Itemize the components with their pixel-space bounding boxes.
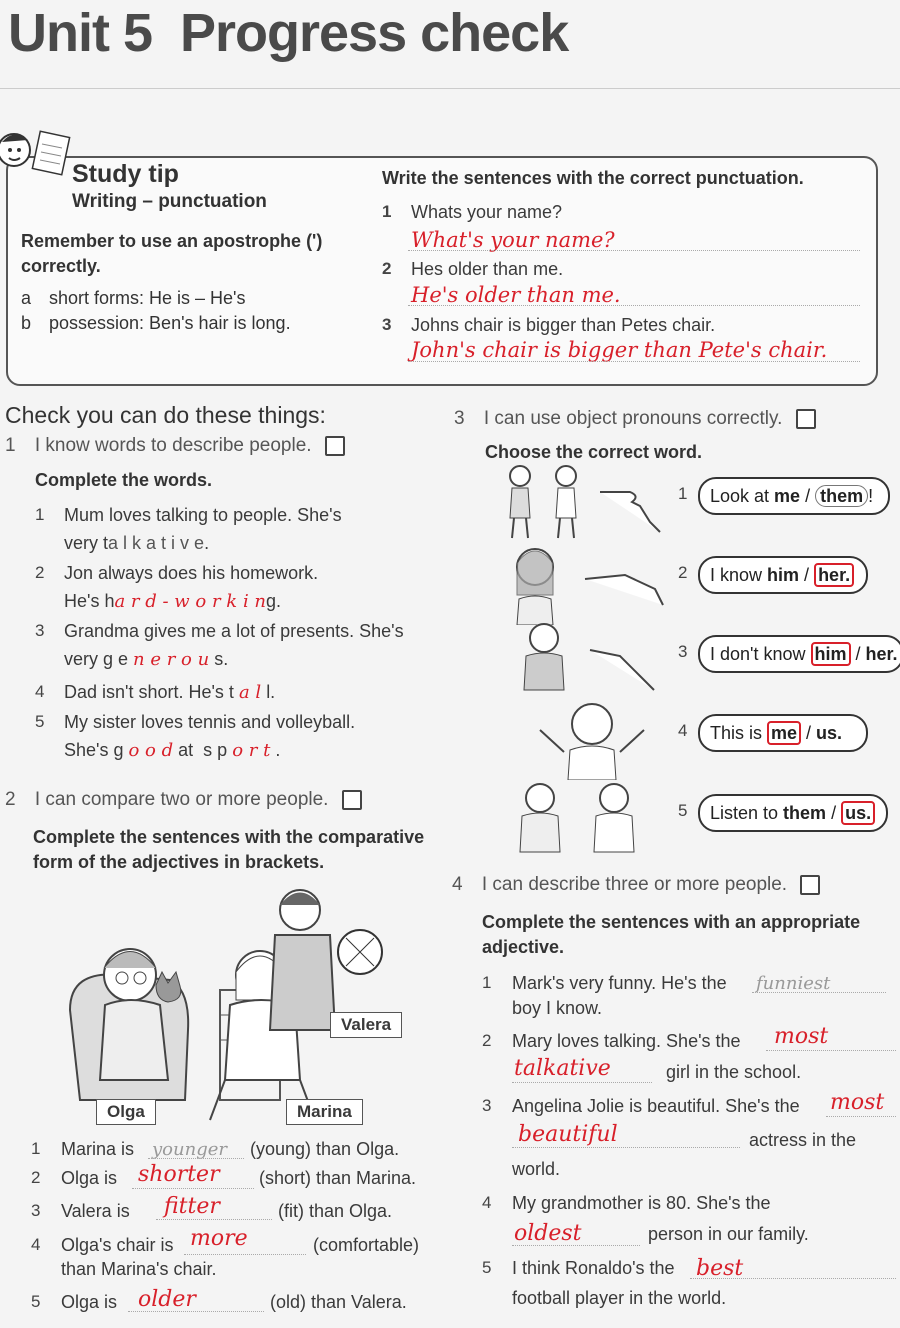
item-number: 5 [482,1258,492,1277]
s4-item-5-answer: best [696,1256,744,1281]
s4-item-3-answer: most [830,1090,885,1115]
study-tip-point-a [21,288,246,309]
word-end: . [275,740,281,760]
s4-item-5-line2: football player in the world. [512,1288,727,1308]
s4-item-1-answer: funniest [756,973,831,994]
mascot-icon [0,124,72,188]
section-1-instruction: Complete the words. [35,470,213,490]
section-4-header [452,874,820,896]
s1-item-5-line1: My sister loves tennis and volleyball. [64,712,356,732]
section-number: 2 [5,789,16,810]
s2-item-4-line2: than Marina's chair. [61,1259,217,1279]
section-title: I can use object pronouns correctly. [483,408,783,429]
section-number: 1 [5,435,16,456]
speech-bubble-5 [698,794,888,832]
s4-item-1-line2: boy I know. [512,998,603,1018]
bubble-text: Listen to [710,803,784,823]
option-a[interactable]: me [774,486,801,506]
word-mid: at s p [173,740,228,760]
item-number: 3 [382,315,392,334]
s4-item-4-pre: My grandmother is 80. She's the [512,1193,771,1213]
s2-item-1-pre: Marina is [61,1139,135,1159]
point-text: possession: Ben's hair is long. [49,313,291,333]
punct-prompt-2: Hes older than me. [411,259,564,279]
section-3-header [454,408,816,430]
section-title: I can describe three or more people. [481,874,788,895]
s4-item-5-pre: I think Ronaldo's the [512,1258,675,1278]
pronoun-illustration-4 [520,700,660,780]
answer-line [690,1278,896,1279]
answer-line [132,1188,254,1189]
answer-line [148,1158,244,1159]
item-number: 5 [678,801,688,820]
item-number: 1 [678,484,688,503]
answer-line [512,1245,640,1246]
option-sep: / [826,803,842,823]
word-fill-2: o r t [232,740,271,761]
word-fill: a l k a t i v e [108,533,205,553]
word-end: s. [214,649,229,669]
punct-answer-1: What's your name? [411,228,615,252]
answer-line [156,1219,272,1220]
pronoun-illustration-1 [500,462,670,542]
answer-line [826,1116,896,1117]
answer-line [512,1082,652,1083]
section-2-instruction: Complete the sentences with the comparative form of the adjectives in brackets. [33,827,425,872]
item-number: 4 [31,1235,41,1254]
answer-line [512,1147,740,1148]
s1-item-3-line1: Grandma gives me a lot of presents. She's [64,621,404,641]
answer-line [408,361,860,362]
pronoun-illustration-5 [510,780,660,860]
item-number: 5 [31,1292,41,1311]
s2-item-4-answer: more [190,1226,248,1251]
bubble-text: Look at [710,486,775,506]
section-3-instruction: Choose the correct word. [485,442,703,462]
s2-item-3-post: (fit) than Olga. [278,1201,393,1221]
s4-item-2-answer: most [774,1024,829,1049]
answer-line [408,305,860,306]
s1-item-2-line2 [64,591,281,612]
section-title: I know words to describe people. [34,435,312,456]
section-4-checkbox[interactable] [800,875,820,895]
word-end: . [204,533,210,553]
label-valera: Valera [330,1012,402,1038]
s2-item-4-pre: Olga's chair is [61,1235,174,1255]
option-a[interactable]: him [767,565,800,585]
s4-item-2-pre: Mary loves talking. She's the [512,1031,741,1051]
punctuation-instruction: Write the sentences with the correct punctuation. [382,168,804,188]
s2-item-3-answer: fitter [164,1194,220,1219]
item-number: 1 [35,505,45,524]
section-1-header [5,435,345,457]
section-1-checkbox[interactable] [325,436,345,456]
s2-item-1-post: (young) than Olga. [250,1139,400,1159]
option-sep: / [801,723,817,743]
word-start: very t [64,533,109,553]
word-fill: a l [238,682,262,703]
option-b[interactable]: us. [816,723,843,743]
item-number: 1 [382,202,392,221]
speech-bubble-3 [698,635,900,673]
word-fill: o o d [128,740,174,761]
answer-line [128,1311,264,1312]
item-number: 4 [678,721,688,740]
s1-item-3-line2 [64,649,228,670]
item-number: 2 [678,563,688,582]
option-sep: / [799,565,815,585]
item-number: 1 [482,973,492,992]
option-sep: / [800,486,816,506]
label-marina: Marina [286,1099,363,1125]
option-b-selected[interactable]: her. [814,563,854,587]
s4-item-2-line2: girl in the school. [666,1062,802,1082]
s4-item-3-line3: world. [512,1159,561,1179]
item-number: 4 [482,1193,492,1212]
item-number: 5 [35,712,45,731]
s1-item-1-line1: Mum loves talking to people. She's [64,505,342,525]
pronoun-illustration-2 [505,545,665,625]
item-number: 2 [482,1031,492,1050]
s2-item-5-answer: older [138,1287,196,1312]
item-number: 2 [382,259,392,278]
word-start: He's h [64,591,115,611]
section-2-checkbox[interactable] [342,790,362,810]
word-fill: n e r o u [133,649,210,670]
s2-item-3-pre: Valera is [61,1201,130,1221]
answer-line [766,1050,896,1051]
page-title: Unit 5 Progress check [8,3,569,63]
word-start: very g e [64,649,129,669]
s2-item-4-post: (comfortable) [313,1235,420,1255]
s4-item-3-answer-2: beautiful [518,1122,618,1147]
point-letter: b [21,313,32,333]
item-number: 1 [31,1139,41,1158]
section-3-checkbox[interactable] [796,409,816,429]
option-b-selected[interactable]: them [815,485,868,507]
item-number: 3 [678,642,688,661]
s1-item-5-line2 [64,740,280,761]
option-sep: / [850,644,866,664]
word-fill: a r d - w o r k i n [114,591,267,612]
s2-item-1-answer: younger [152,1139,227,1160]
family-illustration [60,880,420,1130]
s1-item-2-line1: Jon always does his homework. [64,563,319,583]
study-tip-remember: Remember to use an apostrophe (') correctly. [21,231,323,276]
study-tip-subtitle: Writing – punctuation [72,191,267,212]
header-rule [0,88,900,89]
speech-bubble-1 [698,477,890,515]
item-number: 3 [482,1096,492,1115]
s4-item-4-answer-2: oldest [514,1221,582,1246]
bubble-text: I don't know [710,644,811,664]
s4-item-4-line2: person in our family. [648,1224,809,1244]
option-a-selected[interactable]: me [767,721,801,745]
answer-line [752,992,886,993]
s2-item-2-post: (short) than Marina. [259,1168,417,1188]
s2-item-2-answer: shorter [138,1162,220,1187]
pronoun-illustration-3 [520,620,660,700]
punct-prompt-3: Johns chair is bigger than Petes chair. [411,315,716,335]
s2-item-5-post: (old) than Valera. [270,1292,407,1312]
check-heading: Check you can do these things: [5,402,326,428]
s1-item-4-line1 [64,682,275,703]
speech-bubble-4 [698,714,868,752]
item-number: 3 [35,621,45,640]
study-tip-title: Study tip [72,160,179,188]
punct-prompt-1: Whats your name? [411,202,563,222]
s4-item-2-answer-2: talkative [514,1056,611,1081]
answer-line [184,1254,306,1255]
s4-item-3-line2: actress in the [749,1130,857,1150]
speech-bubble-2 [698,556,868,594]
s1-item-1-line2 [64,533,209,554]
section-2-header [5,789,362,811]
word-end: g. [266,591,282,611]
option-b[interactable]: her. [865,644,898,664]
s2-item-5-pre: Olga is [61,1292,118,1312]
item-number: 2 [31,1168,41,1187]
answer-line [408,250,860,251]
item-number: 3 [31,1201,41,1220]
section-number: 3 [454,408,465,429]
option-a[interactable]: them [783,803,827,823]
point-text: short forms: He is – He's [49,288,246,308]
section-title: I can compare two or more people. [34,789,329,810]
option-a-selected[interactable]: him [811,642,851,666]
word-end: l. [266,682,276,702]
punct-answer-3: John's chair is bigger than Pete's chair. [411,338,828,362]
study-tip-point-b [21,313,291,334]
item-number: 2 [35,563,45,582]
section-number: 4 [452,874,463,895]
sentence-text: Dad isn't short. He's t [64,682,234,702]
point-letter: a [21,288,32,308]
option-b-selected[interactable]: us. [841,801,875,825]
punct-answer-2: He's older than me. [411,283,621,307]
s2-item-2-pre: Olga is [61,1168,118,1188]
item-number: 4 [35,682,45,701]
s4-item-1-pre: Mark's very funny. He's the [512,973,727,993]
label-olga: Olga [96,1099,156,1125]
bubble-end: ! [868,486,874,506]
s4-item-3-pre: Angelina Jolie is beautiful. She's the [512,1096,800,1116]
bubble-text: I know [710,565,768,585]
word-start: She's g [64,740,124,760]
section-4-instruction: Complete the sentences with an appropriate adjective. [482,912,861,957]
bubble-text: This is [710,723,768,743]
